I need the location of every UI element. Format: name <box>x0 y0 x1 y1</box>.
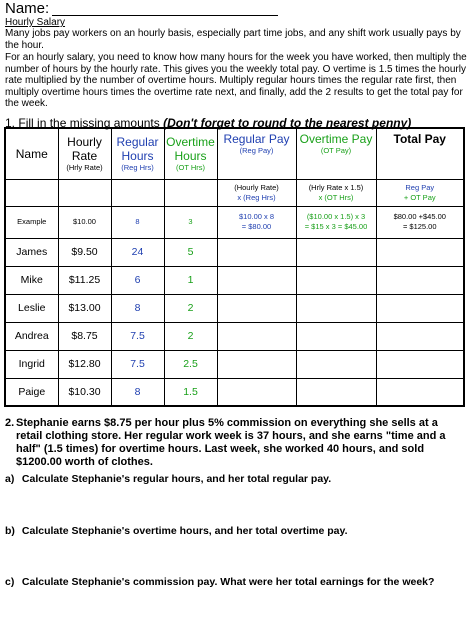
row-name: James <box>5 238 58 266</box>
example-row <box>5 206 464 238</box>
table-row <box>5 238 464 266</box>
worksheet-subtitle: Hourly Salary <box>5 17 66 28</box>
header-regular-pay: Regular Pay (Reg Pay) <box>217 128 296 179</box>
row-regular-pay-blank[interactable] <box>217 238 296 266</box>
question-2-text: Stephanie earns $8.75 per hour plus 5% commission on everything she sells at a retail clothing store. Her regular work week is 37 hours, and she earns "time and a half" (1.5 times) for overtime hours. Last week, she worked 40 hours, and sold $1200.00 worth of clothes. <box>16 417 446 468</box>
table-row <box>5 294 464 322</box>
row-overtime-hours: 5 <box>164 238 217 266</box>
row-total-pay-blank[interactable] <box>376 322 464 350</box>
pay-table <box>4 127 465 407</box>
formula-row <box>5 179 464 206</box>
question-1-emphasis: (Don't forget to round to the nearest penny) <box>163 116 412 130</box>
table-row <box>5 350 464 378</box>
example-rate: $10.00 <box>58 206 111 238</box>
header-row <box>5 128 464 179</box>
row-regular-hours: 6 <box>111 266 164 294</box>
question-2c-text: Calculate Stephanie's commission pay. What were her total earnings for the week? <box>21 576 435 588</box>
table-row <box>5 322 464 350</box>
name-blank-line[interactable] <box>52 15 278 16</box>
row-regular-hours: 7.5 <box>111 350 164 378</box>
question-2c-label: c) <box>5 576 15 588</box>
header-rate: Hourly Rate (Hrly Rate) <box>58 128 111 179</box>
table-row <box>5 266 464 294</box>
row-total-pay-blank[interactable] <box>376 294 464 322</box>
row-rate: $10.30 <box>58 378 111 406</box>
row-regular-hours: 7.5 <box>111 322 164 350</box>
header-overtime-pay: Overtime Pay (OT Pay) <box>296 128 376 179</box>
question-2b-text: Calculate Stephanie's overtime hours, and her total overtime pay. <box>21 525 348 537</box>
header-total-pay: Total Pay <box>376 128 464 179</box>
row-regular-pay-blank[interactable] <box>217 378 296 406</box>
question-1-text: Fill in the missing amounts <box>18 116 160 130</box>
row-overtime-hours: 2.5 <box>164 350 217 378</box>
header-overtime-hours: Overtime Hours (OT Hrs) <box>164 128 217 179</box>
row-regular-pay-blank[interactable] <box>217 350 296 378</box>
row-overtime-pay-blank[interactable] <box>296 266 376 294</box>
row-regular-pay-blank[interactable] <box>217 266 296 294</box>
row-overtime-pay-blank[interactable] <box>296 378 376 406</box>
row-overtime-hours: 2 <box>164 322 217 350</box>
question-2a-label: a) <box>5 473 15 485</box>
row-name: Andrea <box>5 322 58 350</box>
example-overtime-hours: 3 <box>164 206 217 238</box>
row-rate: $8.75 <box>58 322 111 350</box>
row-overtime-pay-blank[interactable] <box>296 350 376 378</box>
row-overtime-pay-blank[interactable] <box>296 238 376 266</box>
row-rate: $9.50 <box>58 238 111 266</box>
question-2a-text: Calculate Stephanie's regular hours, and her total regular pay. <box>21 473 332 485</box>
row-rate: $11.25 <box>58 266 111 294</box>
row-rate: $12.80 <box>58 350 111 378</box>
header-name: Name <box>5 128 58 179</box>
row-overtime-pay-blank[interactable] <box>296 322 376 350</box>
question-2-number: 2. <box>5 417 15 429</box>
formula-total-pay: Reg Pay + OT Pay <box>376 179 464 206</box>
table-row <box>5 378 464 406</box>
intro-paragraph-2: For an hourly salary, you need to know how many hours for the week you have worked, then multiply the number of hours by the hourly rate. This gives you the weekly total pay. O vertime is 1.5 times the hourly rate multiplied by the number of overtime hours. Multiply regular hours times the regular rate first, then multiply overtime hours times the overtime rate next, and finally, add the 2 results to get the total pay for the week. <box>5 52 467 109</box>
row-regular-hours: 24 <box>111 238 164 266</box>
row-overtime-hours: 2 <box>164 294 217 322</box>
question-2c <box>5 576 434 588</box>
row-regular-hours: 8 <box>111 294 164 322</box>
row-overtime-hours: 1 <box>164 266 217 294</box>
question-2b <box>5 525 347 537</box>
example-regular-pay: $10.00 x 8 = $80.00 <box>217 206 296 238</box>
row-name: Ingrid <box>5 350 58 378</box>
example-overtime-pay: ($10.00 x 1.5) x 3 = $15 x 3 = $45.00 <box>296 206 376 238</box>
name-label: Name: <box>5 0 50 17</box>
question-1-number: 1. <box>5 116 16 130</box>
example-name: Example <box>5 206 58 238</box>
row-regular-pay-blank[interactable] <box>217 294 296 322</box>
header-regular-hours: Regular Hours (Reg Hrs) <box>111 128 164 179</box>
row-overtime-pay-blank[interactable] <box>296 294 376 322</box>
question-2a <box>5 473 331 485</box>
row-regular-pay-blank[interactable] <box>217 322 296 350</box>
intro-paragraph-1: Many jobs pay workers on an hourly basis, especially part time jobs, and any shift work usually pays by the hour. <box>5 28 461 51</box>
row-name: Paige <box>5 378 58 406</box>
formula-overtime-pay: (Hrly Rate x 1.5) x (OT Hrs) <box>296 179 376 206</box>
row-total-pay-blank[interactable] <box>376 350 464 378</box>
row-total-pay-blank[interactable] <box>376 378 464 406</box>
question-2b-label: b) <box>5 525 15 537</box>
formula-regular-pay: (Hourly Rate) x (Reg Hrs) <box>217 179 296 206</box>
example-regular-hours: 8 <box>111 206 164 238</box>
row-regular-hours: 8 <box>111 378 164 406</box>
row-name: Leslie <box>5 294 58 322</box>
example-total-pay: $80.00 +$45.00 = $125.00 <box>376 206 464 238</box>
row-total-pay-blank[interactable] <box>376 266 464 294</box>
row-name: Mike <box>5 266 58 294</box>
row-overtime-hours: 1.5 <box>164 378 217 406</box>
row-total-pay-blank[interactable] <box>376 238 464 266</box>
row-rate: $13.00 <box>58 294 111 322</box>
